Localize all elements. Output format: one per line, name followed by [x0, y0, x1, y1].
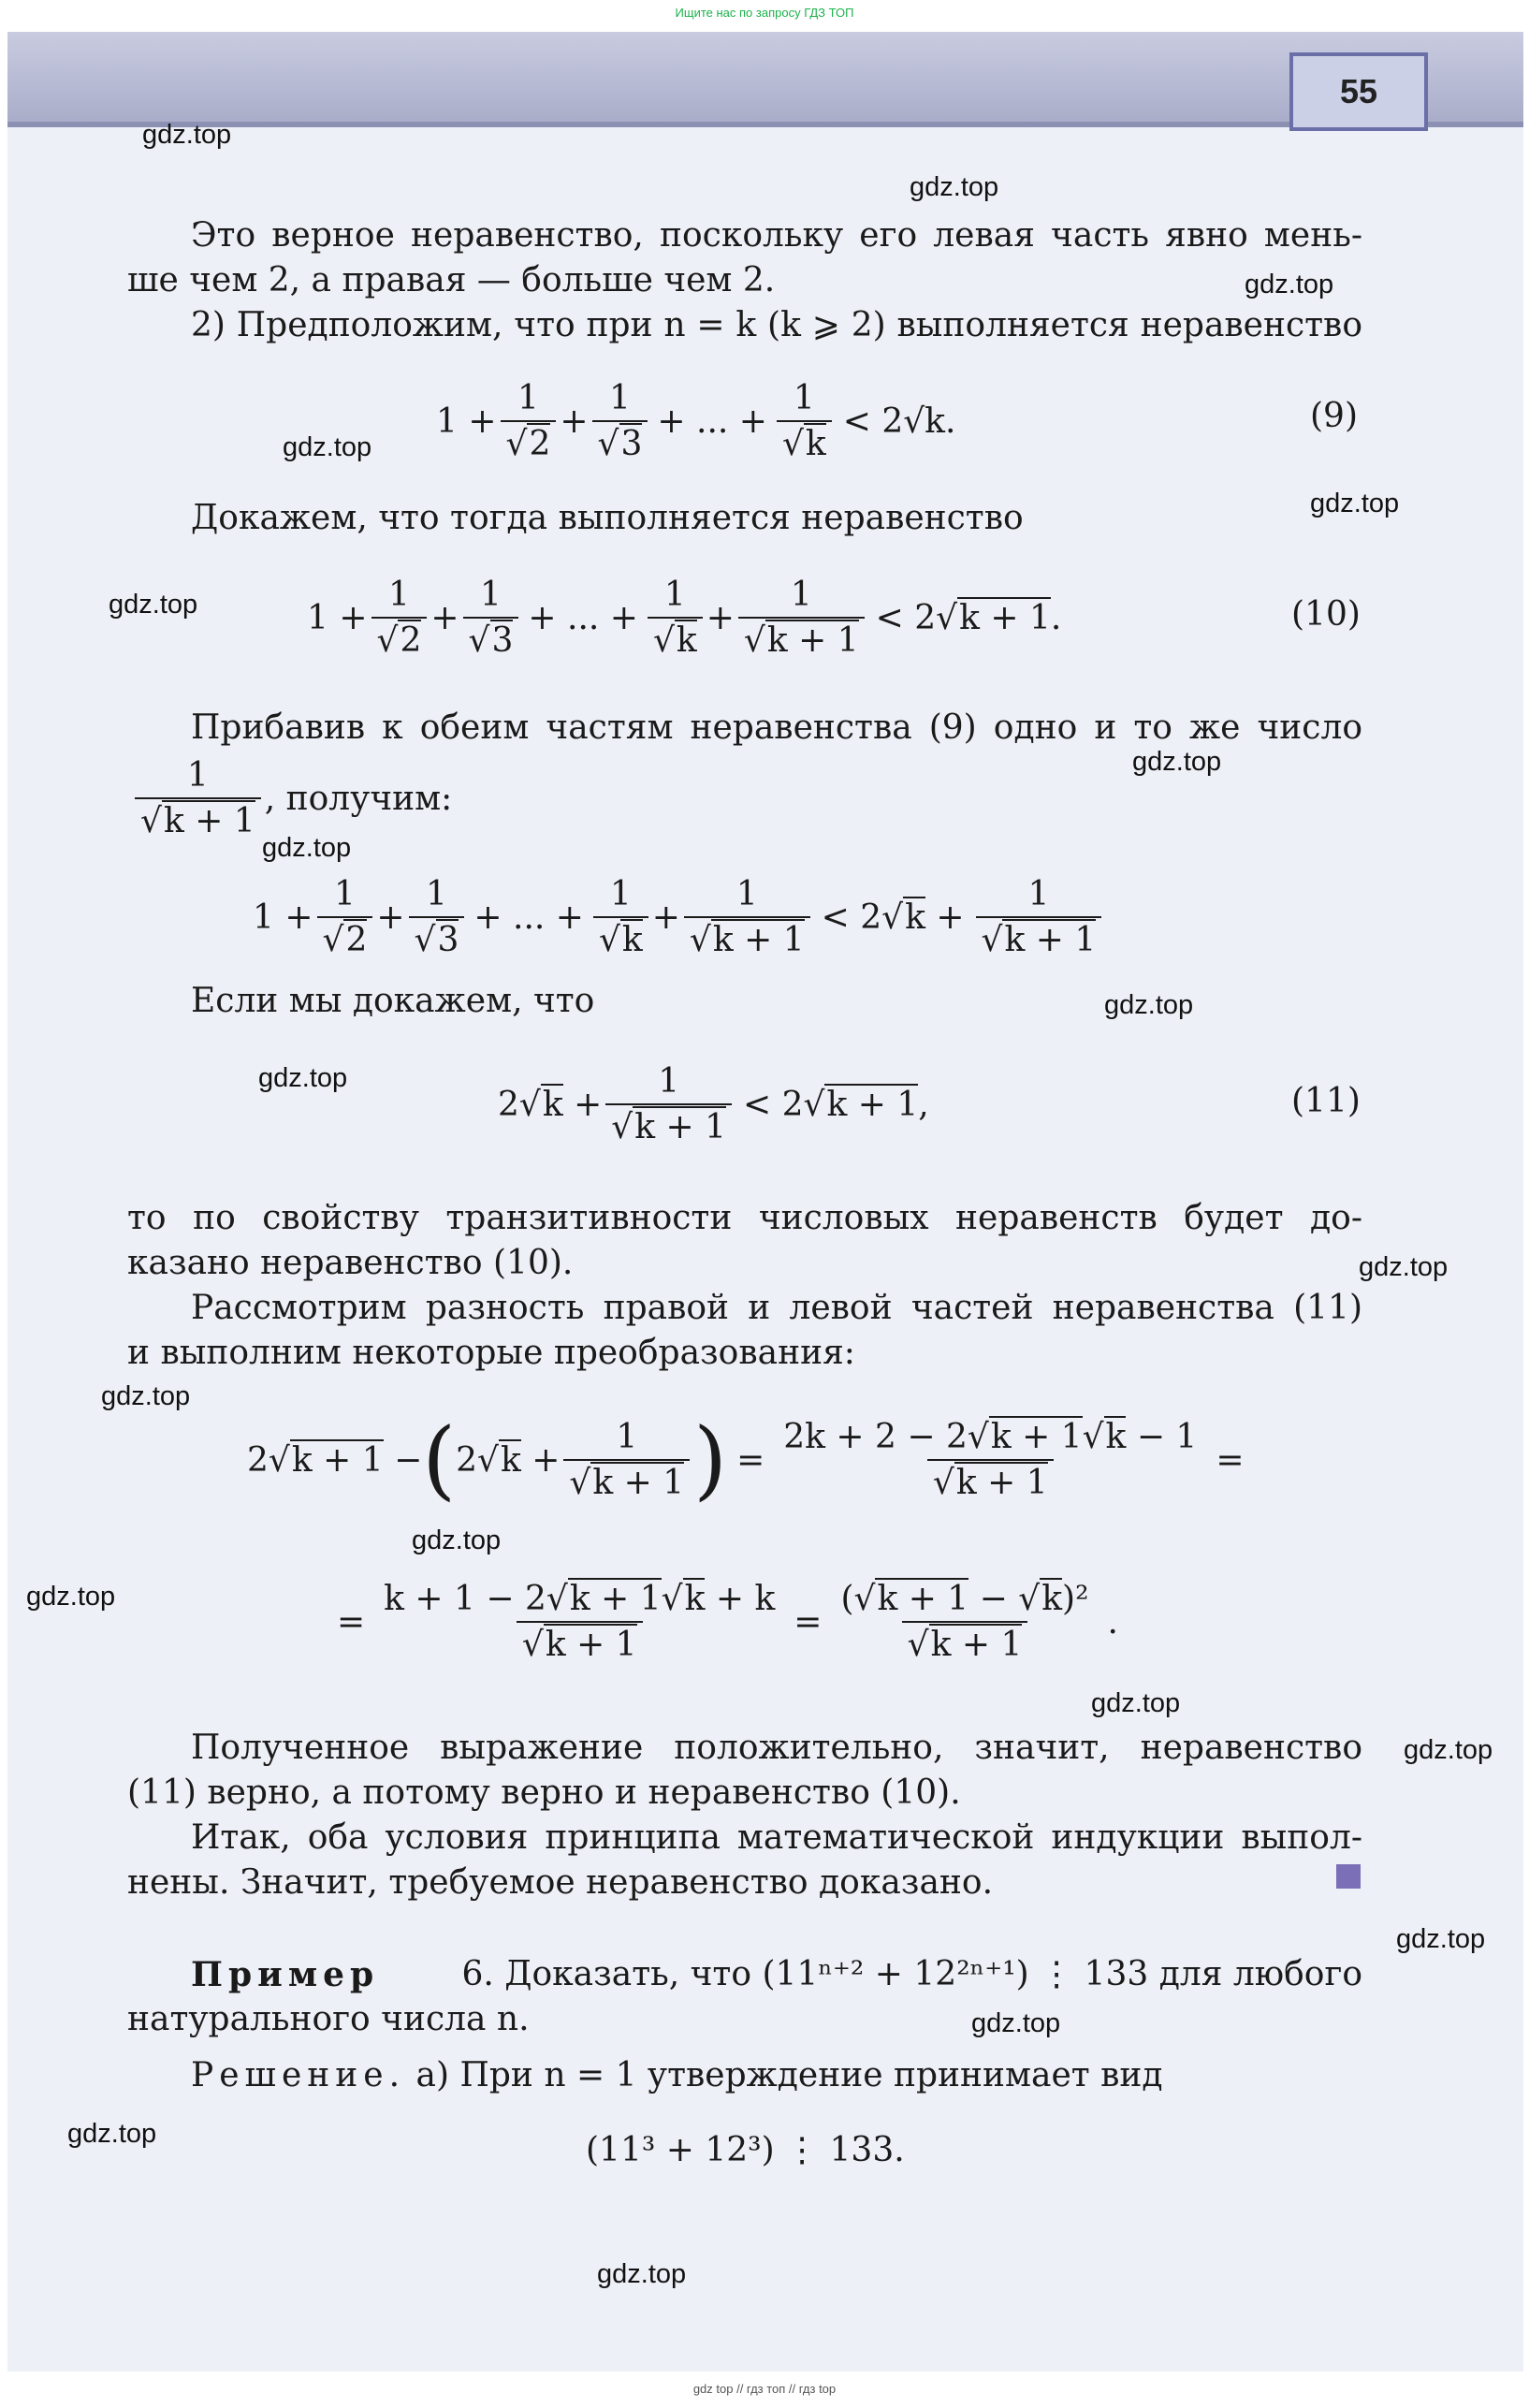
text-line: Полученное выражение положительно, значит, неравенство — [191, 1729, 1362, 1767]
equation-number: (9) — [1310, 397, 1358, 435]
text-line: ше чем 2, а правая — больше чем 2. — [127, 261, 776, 299]
formula-9: 1 + $\frac{1}{√2}$ + $\frac{1}{√3}$ + ... + $\frac{1}{√k}$ < 2√k. — [436, 379, 956, 463]
solution-line — [191, 2053, 1426, 2098]
example-text: 6. Доказать, что (11ⁿ⁺² + 12²ⁿ⁺¹) ⋮ 133 для любого — [461, 1955, 1362, 1993]
watermark: gdz.top — [67, 2119, 157, 2149]
top-banner-text: Ищите нас по запросу ГДЗ ТОП — [675, 6, 854, 20]
page-number: 55 — [1289, 52, 1428, 131]
text-line: нены. Значит, требуемое неравенство доказано. — [127, 1863, 994, 1902]
text-line: Докажем, что тогда выполняется неравенство — [191, 499, 1024, 537]
watermark: gdz.top — [1310, 489, 1400, 518]
solution-text: а) При n = 1 утверждение принимает вид — [415, 2056, 1163, 2094]
equation-number: (11) — [1291, 1082, 1361, 1120]
watermark: gdz.top — [910, 172, 999, 202]
watermark: gdz.top — [1104, 990, 1194, 1020]
formula-inline-fraction: $\frac{1}{√k + 1}$ , получим: — [131, 756, 452, 840]
watermark: gdz.top — [109, 590, 198, 620]
example-heading — [191, 1952, 1362, 1997]
formula-11: 2√k + $\frac{1}{√k + 1}$ < 2√k + 1, — [498, 1062, 929, 1146]
text-line: (11) верно, а потому верно и неравенство (10). — [127, 1773, 961, 1812]
formula-10: 1 + $\frac{1}{√2}$ + $\frac{1}{√3}$ + ... + $\frac{1}{√k}$ + $\frac{1}{√k + 1}$ < 2√k + 1. — [307, 576, 1062, 660]
watermark: gdz.top — [1359, 1252, 1449, 1282]
text-line: натурального числа n. — [127, 2000, 530, 2038]
formula-sum: 1 + $\frac{1}{√2}$ + $\frac{1}{√3}$ + ... + $\frac{1}{√k}$ + $\frac{1}{√k + 1}$ < 2√k + $\frac{1}{√k + 1}$ — [253, 870, 1105, 964]
watermark: gdz.top — [283, 432, 372, 462]
watermark: gdz.top — [1396, 1924, 1486, 1954]
formula-difference-1: 2√k + 1 − ( 2√k + $\frac{1}{√k + 1}$ ) = $\frac{2k + 2 - 2√k + 1√k - 1}{√k + 1}$ = — [247, 1409, 1245, 1510]
watermark: gdz.top — [26, 1582, 116, 1612]
watermark: gdz.top — [597, 2259, 687, 2289]
text-line: Если мы докажем, что — [191, 982, 595, 1020]
text-line: казано неравенство (10). — [127, 1244, 574, 1282]
footer-text: gdz top // гдз топ // гдз top — [692, 2382, 837, 2396]
text-line: Это верное неравенство, поскольку его левая часть явно мень- — [191, 216, 1362, 255]
end-of-proof-square-icon — [1336, 1864, 1361, 1889]
solution-label: Решение. — [191, 2056, 406, 2094]
text-line: 2) Предположим, что при n = k (k ⩾ 2) выполняется неравенство — [191, 306, 1362, 344]
text-line: то по свойству транзитивности числовых неравенств будет до- — [127, 1199, 1362, 1237]
watermark: gdz.top — [262, 833, 352, 863]
watermark: gdz.top — [1132, 747, 1222, 777]
text-line: Прибавив к обеим частям неравенства (9) одно и то же число — [191, 708, 1362, 747]
text-line: Итак, оба условия принципа математической индукции выпол- — [191, 1818, 1362, 1857]
text-line: Рассмотрим разность правой и левой частей неравенства (11) — [191, 1289, 1362, 1327]
watermark: gdz.top — [1245, 270, 1334, 299]
formula-example: (11³ + 12³) ⋮ 133. — [586, 2131, 905, 2169]
watermark: gdz.top — [1091, 1688, 1181, 1718]
watermark: gdz.top — [258, 1063, 348, 1093]
formula-difference-2: = $\frac{k + 1 - 2√k + 1√k + k}{√k + 1}$ = $\frac{\text{(√k + 1 − √k)²}}{√k + 1}$ . — [337, 1580, 1118, 1664]
watermark: gdz.top — [971, 2008, 1061, 2038]
text-line: и выполним некоторые преобразования: — [127, 1334, 855, 1372]
watermark: gdz.top — [101, 1381, 191, 1411]
equation-number: (10) — [1291, 595, 1361, 634]
watermark: gdz.top — [142, 120, 232, 150]
watermark: gdz.top — [412, 1525, 502, 1555]
watermark: gdz.top — [1404, 1735, 1493, 1765]
example-label: Пример — [191, 1955, 380, 1994]
